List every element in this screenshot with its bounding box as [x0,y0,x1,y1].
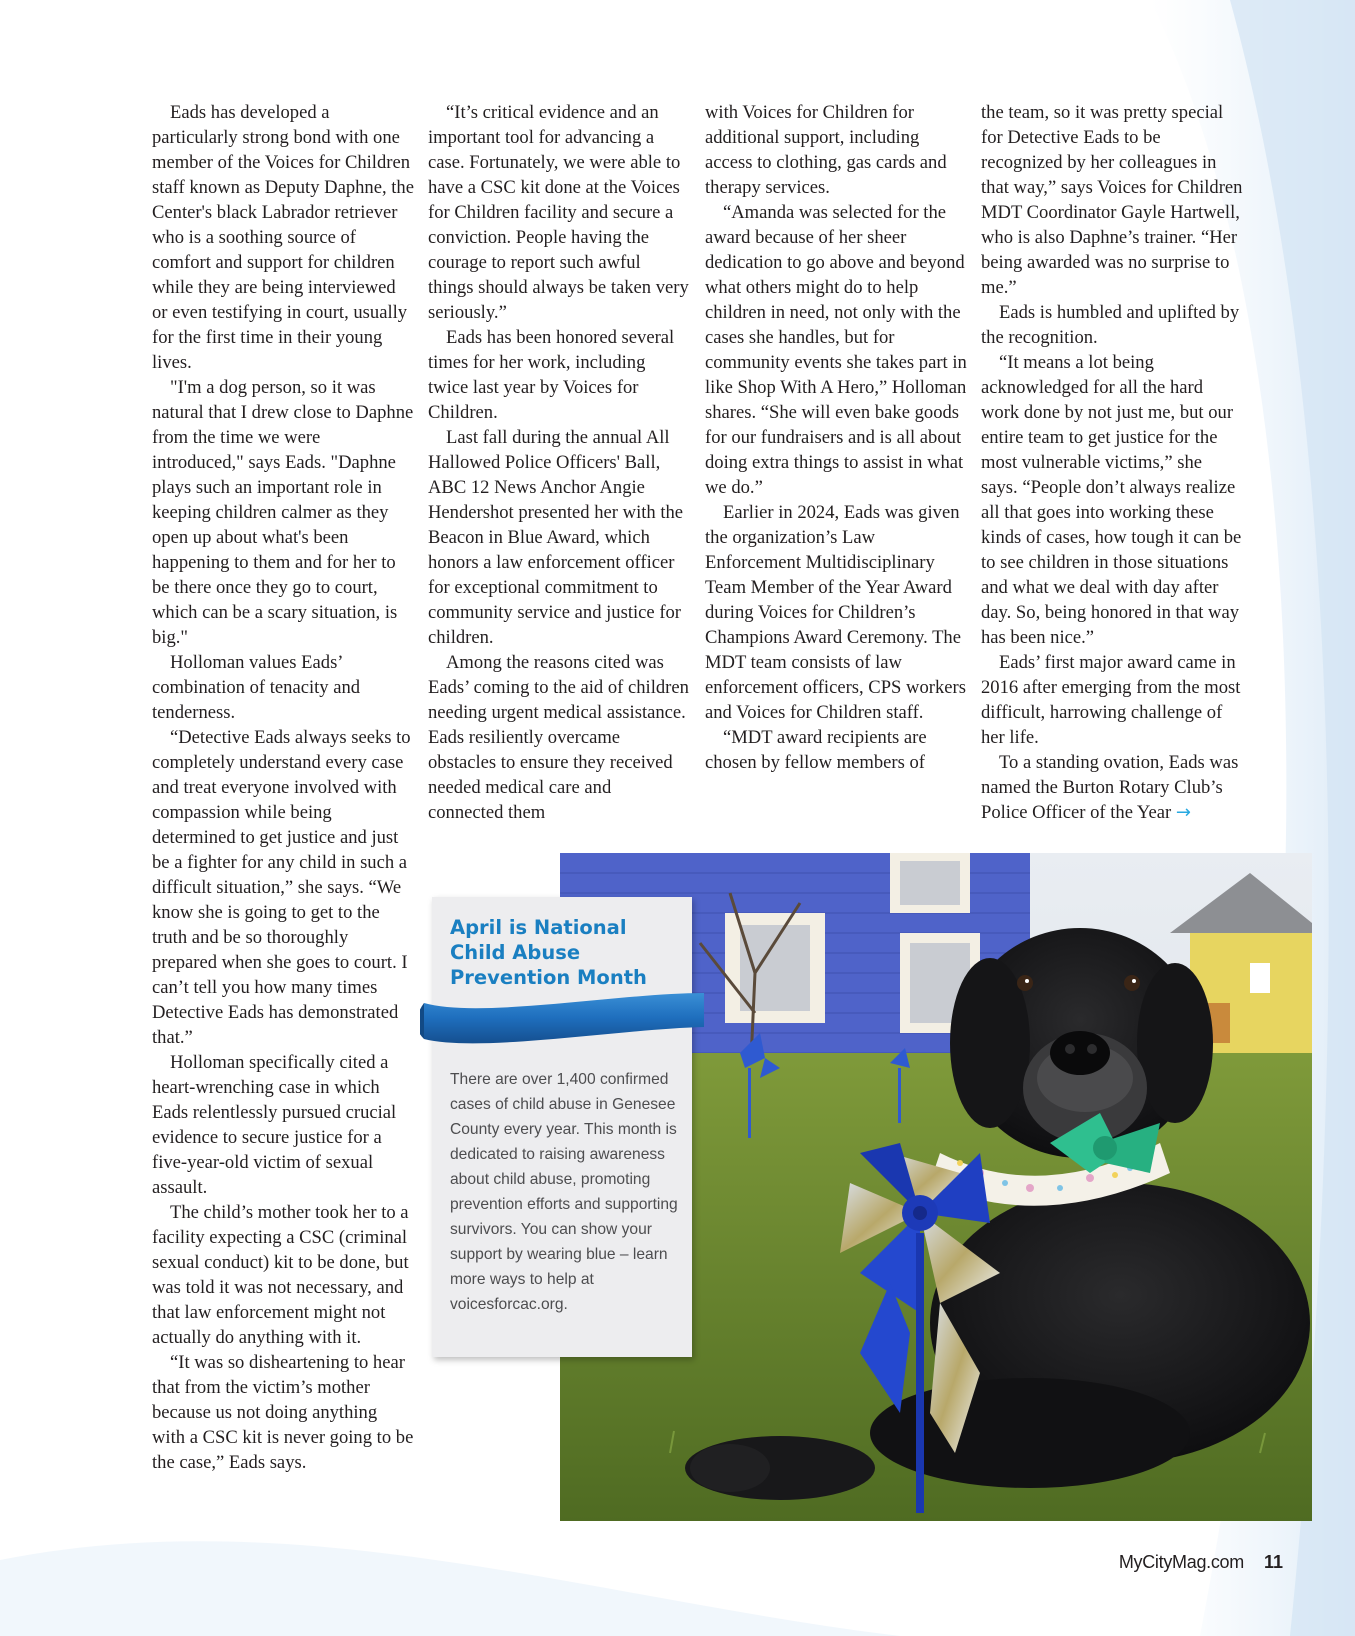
paragraph: “MDT award recipients are chosen by fellow members of [705,727,927,773]
paragraph: Earlier in 2024, Eads was given the organization’s Law Enforcement Multidisciplinary Team Member of the Year Award during Voices for Children’s Champions Award Ceremony. The MDT team consists of law enforcement officers, CPS workers and Voices for Children staff. [705,502,966,723]
paragraph: The child’s mother took her to a facility expecting a CSC (criminal sexual conduct) kit to be done, but was told it was not necessary, and that law enforcement might not actually do anything with it. [152,1202,409,1348]
paragraph: “It was so disheartening to hear that from the victim’s mother because us not doing anything with a CSC kit is never going to be the case,” Eads says. [152,1352,414,1473]
continue-arrow-icon: → [1175,802,1191,823]
paragraph: “It’s critical evidence and an important tool for advancing a case. Fortunately, we were able to have a CSC kit done at the Voices for Children facility and secure a conviction. People having the courage to report such awful things should always be taken very seriously.” [428,102,689,323]
sidebar-title: April is National Child Abuse Prevention Month [450,916,647,989]
paragraph: Last fall during the annual All Hallowed Police Officers' Ball, ABC 12 News Anchor Angie Hendershot presented her with the Beacon in Blue Award, which honors a law enforcement officer for exceptional commitment to community service and justice for children. [428,427,684,648]
paragraph: Holloman values Eads’ combination of tenacity and tenderness. [152,652,361,723]
sidebar-body: There are over 1,400 confirmed cases of child abuse in Genesee County every year. This month is dedicated to raising awareness about child abuse, promoting prevention efforts and supporting survivors. You can show your support by wearing blue – learn more ways to help at voicesforcac.org. [450,1071,678,1313]
paragraph-last [981,750,1243,825]
page-footer [1119,1552,1283,1573]
article-column-2 [428,100,690,825]
paragraph: Eads is humbled and uplifted by the recognition. [981,302,1240,348]
paragraph: with Voices for Children for additional support, including access to clothing, gas cards and therapy services. [705,102,947,198]
paragraph: Holloman specifically cited a heart-wrenching case in which Eads relentlessly pursued crucial evidence to secure justice for a five-year-old victim of sexual assault. [152,1052,397,1198]
footer-site-link[interactable]: MyCityMag.com [1118,1552,1244,1572]
paragraph: “It means a lot being acknowledged for all the hard work done by not just me, but our entire team to get justice for the most vulnerable victims,” she says. “People don’t always realize all that goes into working these kinds of cases, how tough it can be to see children in those situations and what we deal with day after day. So, being honored in that way has been nice.” [981,352,1242,648]
paragraph: Eads has developed a particularly strong bond with one member of the Voices for Children staff known as Deputy Daphne, the Center's black Labrador retriever who is a soothing source of comfort and support for children while they are being interviewed or even testifying in court, usually for the first time in their young lives. [152,102,414,373]
paragraph: Eads has been honored several times for her work, including twice last year by Voices for Children. [428,327,675,423]
article-column-1 [152,100,414,1475]
article-column-4 [981,100,1243,825]
paragraph: Eads’ first major award came in 2016 after emerging from the most difficult, harrowing challenge of her life. [981,652,1241,748]
paragraph: “Detective Eads always seeks to completely understand every case and treat everyone involved with compassion while being determined to get justice and just be a fighter for any child in such a difficult situation,” she says. “We know she is going to get to the truth and be so thoroughly prepared when she goes to court. I can’t tell you how many times Detective Eads has demonstrated that.” [152,727,411,1048]
blue-ribbon-graphic [420,989,710,1069]
paragraph-text: To a standing ovation, Eads was named the Burton Rotary Club’s Police Officer of the Year [981,752,1239,823]
paragraph: "I'm a dog person, so it was natural that I drew close to Daphne from the time we were introduced," says Eads. "Daphne plays such an important role in keeping children calmer as they open up about what's been happening to them and for her to be there once they go to court, which can be a scary situation, is big." [152,377,414,648]
article-column-3 [705,100,967,775]
paragraph: the team, so it was pretty special for Detective Eads to be recognized by her colleagues in that way,” says Voices for Children MDT Coordinator Gayle Hartwell, who is also Daphne’s trainer. “Her being awarded was no surprise to me.” [981,102,1243,298]
paragraph: “Amanda was selected for the award because of her sheer dedication to go above and beyond what others might do to help children in need, not only with the cases she handles, but for community events she takes part in like Shop With A Hero,” Holloman shares. “She will even bake goods for our fundraisers and is all about doing extra things to assist in what we do.” [705,202,967,498]
prevention-month-sidebar [432,897,692,1357]
page-number: 11 [1263,1552,1283,1572]
paragraph: Among the reasons cited was Eads’ coming to the aid of children needing urgent medical assistance. Eads resiliently overcame obstacles to ensure they received needed medical care and connected them [428,652,689,823]
